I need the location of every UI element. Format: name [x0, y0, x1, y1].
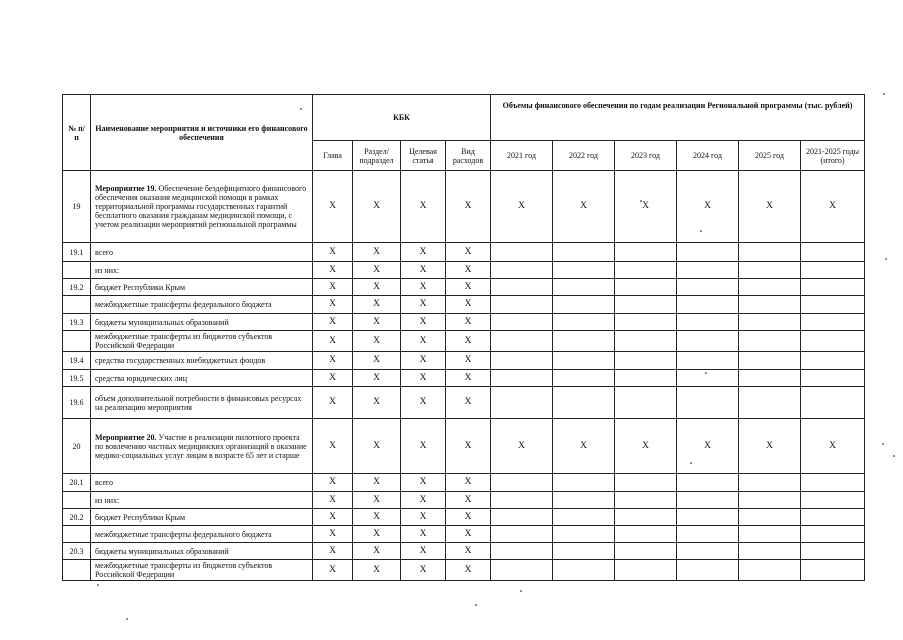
year-cell — [801, 509, 865, 526]
table-row — [63, 331, 865, 352]
year-cell — [801, 262, 865, 279]
scan-speck — [700, 230, 702, 232]
year-cell — [677, 543, 739, 560]
year-cell — [677, 387, 739, 419]
year-cell — [615, 352, 677, 370]
scan-speck — [475, 604, 477, 606]
year-cell — [677, 296, 739, 314]
row-name — [91, 492, 313, 509]
kbk-cell: X — [401, 560, 446, 581]
row-text: бюджеты муниципальных образований — [95, 317, 229, 327]
kbk-cell: X — [446, 279, 491, 296]
scan-speck — [893, 455, 895, 457]
year-cell — [553, 543, 615, 560]
year-cell — [615, 296, 677, 314]
row-number — [63, 296, 91, 314]
header-year-col: 2023 год — [615, 141, 677, 171]
year-cell — [801, 352, 865, 370]
year-cell — [491, 560, 553, 581]
year-cell — [739, 526, 801, 543]
row-number — [63, 492, 91, 509]
row-name — [91, 171, 313, 243]
year-cell — [491, 387, 553, 419]
table-row — [63, 509, 865, 526]
header-funding: Объемы финансового обеспечения по годам реализации Региональной программы (тыс. рублей) — [491, 95, 865, 141]
kbk-cell: X — [313, 314, 353, 331]
year-cell: X — [615, 171, 677, 243]
year-cell — [677, 526, 739, 543]
year-cell — [553, 314, 615, 331]
header-num: № п/п — [63, 95, 91, 171]
row-number: 20.3 — [63, 543, 91, 560]
row-name — [91, 526, 313, 543]
year-cell — [553, 526, 615, 543]
header-kbk: КБК — [313, 95, 491, 141]
kbk-cell: X — [313, 492, 353, 509]
year-cell — [739, 474, 801, 492]
kbk-cell: X — [446, 526, 491, 543]
kbk-cell: X — [401, 171, 446, 243]
row-number: 19.5 — [63, 370, 91, 387]
year-cell — [739, 296, 801, 314]
year-cell — [615, 243, 677, 262]
row-text: средства юридических лиц — [95, 373, 187, 383]
kbk-cell: X — [401, 387, 446, 419]
header-row-top — [63, 95, 865, 141]
header-kbk-col: Глава — [313, 141, 353, 171]
row-name — [91, 296, 313, 314]
year-cell — [801, 474, 865, 492]
year-cell — [801, 314, 865, 331]
kbk-cell: X — [313, 352, 353, 370]
year-cell — [553, 509, 615, 526]
kbk-cell: X — [313, 370, 353, 387]
kbk-cell: X — [401, 419, 446, 474]
kbk-cell: X — [446, 296, 491, 314]
kbk-cell: X — [401, 314, 446, 331]
row-text: межбюджетные трансферты из бюджетов субъектов Российской Федерации — [95, 561, 273, 579]
table-row — [63, 370, 865, 387]
scan-speck — [882, 443, 884, 445]
kbk-cell: X — [446, 331, 491, 352]
kbk-cell: X — [353, 243, 401, 262]
kbk-cell: X — [401, 474, 446, 492]
year-cell — [677, 370, 739, 387]
kbk-cell: X — [353, 262, 401, 279]
year-cell — [801, 331, 865, 352]
year-cell: X — [491, 419, 553, 474]
header-year-col: 2021-2025 годы (итого) — [801, 141, 865, 171]
year-cell: X — [739, 171, 801, 243]
year-cell — [491, 314, 553, 331]
scan-speck — [300, 108, 302, 110]
kbk-cell: X — [353, 314, 401, 331]
kbk-cell: X — [353, 526, 401, 543]
row-name — [91, 474, 313, 492]
row-text: межбюджетные трансферты федерального бюджета — [95, 529, 272, 539]
kbk-cell: X — [313, 543, 353, 560]
year-cell — [615, 526, 677, 543]
year-cell: X — [801, 419, 865, 474]
year-cell — [491, 526, 553, 543]
year-cell — [553, 279, 615, 296]
year-cell — [491, 492, 553, 509]
year-cell — [677, 474, 739, 492]
year-cell — [491, 352, 553, 370]
table-row — [63, 243, 865, 262]
row-text: всего — [95, 478, 114, 487]
year-cell — [615, 314, 677, 331]
kbk-cell: X — [401, 279, 446, 296]
kbk-cell: X — [446, 419, 491, 474]
kbk-cell: X — [353, 543, 401, 560]
year-cell: X — [553, 419, 615, 474]
year-cell — [739, 243, 801, 262]
kbk-cell: X — [353, 474, 401, 492]
scan-speck — [520, 590, 522, 592]
scan-speck — [640, 200, 642, 202]
row-text: Обеспечение бездефицитного финансового обеспечения оказания медицинской помощи в рамках территориальной программы государственных гарантий бесплатного оказания гражданам медицинской помощи, с учетом реализации мероприятий региональной программы — [95, 184, 307, 229]
table-row — [63, 419, 865, 474]
year-cell — [615, 509, 677, 526]
year-cell — [677, 314, 739, 331]
scan-speck — [705, 372, 707, 374]
row-text: межбюджетные трансферты из бюджетов субъектов Российской Федерации — [95, 332, 273, 350]
row-name — [91, 262, 313, 279]
year-cell — [801, 370, 865, 387]
year-cell — [739, 314, 801, 331]
kbk-cell: X — [446, 474, 491, 492]
header-kbk-col: Раздел/ подраздел — [353, 141, 401, 171]
kbk-cell: X — [353, 509, 401, 526]
year-cell — [615, 279, 677, 296]
year-cell — [615, 387, 677, 419]
kbk-cell: X — [313, 387, 353, 419]
table-row — [63, 387, 865, 419]
row-text: средства государственных внебюджетных фондов — [95, 356, 266, 365]
row-name — [91, 370, 313, 387]
year-cell — [801, 279, 865, 296]
table-row — [63, 474, 865, 492]
year-cell — [739, 560, 801, 581]
kbk-cell: X — [353, 370, 401, 387]
year-cell — [801, 526, 865, 543]
row-name — [91, 419, 313, 474]
year-cell — [553, 370, 615, 387]
scan-speck — [126, 618, 128, 620]
year-cell — [553, 243, 615, 262]
table-row — [63, 279, 865, 296]
year-cell — [801, 492, 865, 509]
year-cell — [739, 492, 801, 509]
year-cell — [739, 387, 801, 419]
year-cell — [677, 279, 739, 296]
kbk-cell: X — [313, 526, 353, 543]
kbk-cell: X — [353, 279, 401, 296]
kbk-cell: X — [401, 492, 446, 509]
kbk-cell: X — [446, 243, 491, 262]
row-number: 19.3 — [63, 314, 91, 331]
kbk-cell: X — [446, 352, 491, 370]
year-cell — [739, 331, 801, 352]
kbk-cell: X — [401, 543, 446, 560]
year-cell — [553, 262, 615, 279]
kbk-cell: X — [353, 560, 401, 581]
scan-speck — [690, 462, 692, 464]
table-row — [63, 296, 865, 314]
kbk-cell: X — [313, 509, 353, 526]
kbk-cell: X — [313, 171, 353, 243]
year-cell — [553, 474, 615, 492]
year-cell — [677, 243, 739, 262]
year-cell: X — [615, 419, 677, 474]
kbk-cell: X — [401, 296, 446, 314]
year-cell — [615, 543, 677, 560]
year-cell — [677, 509, 739, 526]
row-name — [91, 560, 313, 581]
kbk-cell: X — [446, 560, 491, 581]
row-number: 19.1 — [63, 243, 91, 262]
kbk-cell: X — [353, 296, 401, 314]
row-name — [91, 543, 313, 560]
year-cell — [739, 352, 801, 370]
kbk-cell: X — [446, 314, 491, 331]
year-cell — [491, 474, 553, 492]
year-cell — [615, 370, 677, 387]
year-cell — [553, 387, 615, 419]
row-name — [91, 509, 313, 526]
header-year-col: 2025 год — [739, 141, 801, 171]
kbk-cell: X — [353, 419, 401, 474]
table-row — [63, 526, 865, 543]
header-kbk-col: Целевая статья — [401, 141, 446, 171]
row-number — [63, 526, 91, 543]
row-text: бюджет Республики Крым — [95, 282, 186, 292]
funding-table — [62, 94, 865, 581]
table-row — [63, 352, 865, 370]
kbk-cell: X — [446, 543, 491, 560]
kbk-cell: X — [446, 492, 491, 509]
table-row — [63, 262, 865, 279]
year-cell — [615, 492, 677, 509]
header-year-col: 2022 год — [553, 141, 615, 171]
row-number: 20.2 — [63, 509, 91, 526]
header-kbk-col: Вид расходов — [446, 141, 491, 171]
year-cell: X — [739, 419, 801, 474]
kbk-cell: X — [401, 370, 446, 387]
kbk-cell: X — [353, 171, 401, 243]
year-cell — [739, 262, 801, 279]
activity-title: Мероприятие 20. — [95, 432, 157, 442]
kbk-cell: X — [446, 387, 491, 419]
year-cell — [553, 296, 615, 314]
kbk-cell: X — [313, 331, 353, 352]
year-cell: X — [677, 419, 739, 474]
row-text: межбюджетные трансферты федерального бюджета — [95, 300, 272, 309]
kbk-cell: X — [353, 331, 401, 352]
row-text: бюджет Республики Крым — [95, 512, 186, 522]
row-text: из них: — [95, 265, 120, 275]
row-name — [91, 279, 313, 296]
year-cell — [615, 474, 677, 492]
kbk-cell: X — [313, 279, 353, 296]
kbk-cell: X — [313, 243, 353, 262]
kbk-cell: X — [446, 171, 491, 243]
kbk-cell: X — [313, 560, 353, 581]
year-cell — [801, 560, 865, 581]
table-row — [63, 543, 865, 560]
year-cell — [553, 560, 615, 581]
kbk-cell: X — [401, 331, 446, 352]
kbk-cell: X — [401, 352, 446, 370]
year-cell — [491, 243, 553, 262]
row-text: из них: — [95, 495, 120, 505]
kbk-cell: X — [401, 526, 446, 543]
kbk-cell: X — [401, 262, 446, 279]
year-cell — [491, 279, 553, 296]
year-cell: X — [553, 171, 615, 243]
header-name: Наименование мероприятия и источники его финансового обеспечения — [91, 95, 313, 171]
kbk-cell: X — [353, 492, 401, 509]
row-text: всего — [95, 247, 114, 257]
header-year-col: 2024 год — [677, 141, 739, 171]
row-number: 19.6 — [63, 387, 91, 419]
table-row — [63, 492, 865, 509]
row-name — [91, 352, 313, 370]
year-cell — [739, 279, 801, 296]
year-cell — [739, 543, 801, 560]
scan-speck — [885, 258, 887, 260]
kbk-cell: X — [353, 352, 401, 370]
table-row — [63, 560, 865, 581]
row-name — [91, 331, 313, 352]
row-number — [63, 262, 91, 279]
header-year-col: 2021 год — [491, 141, 553, 171]
kbk-cell: X — [401, 509, 446, 526]
year-cell — [677, 262, 739, 279]
year-cell — [553, 331, 615, 352]
kbk-cell: X — [313, 419, 353, 474]
kbk-cell: X — [353, 387, 401, 419]
row-number — [63, 560, 91, 581]
kbk-cell: X — [313, 296, 353, 314]
year-cell — [491, 370, 553, 387]
row-name — [91, 387, 313, 419]
year-cell — [677, 352, 739, 370]
year-cell — [801, 243, 865, 262]
scan-speck — [97, 584, 99, 586]
year-cell — [491, 543, 553, 560]
kbk-cell: X — [446, 509, 491, 526]
year-cell — [801, 543, 865, 560]
row-number — [63, 331, 91, 352]
kbk-cell: X — [401, 243, 446, 262]
row-text: объем дополнительной потребности в финансовых ресурсах на реализацию мероприятия — [95, 393, 302, 412]
year-cell — [553, 492, 615, 509]
row-number: 19.2 — [63, 279, 91, 296]
year-cell — [739, 370, 801, 387]
kbk-cell: X — [446, 262, 491, 279]
year-cell — [553, 352, 615, 370]
year-cell — [491, 296, 553, 314]
scan-speck — [883, 93, 885, 95]
year-cell — [615, 262, 677, 279]
year-cell — [677, 331, 739, 352]
year-cell — [801, 387, 865, 419]
year-cell — [801, 296, 865, 314]
year-cell — [491, 331, 553, 352]
row-number: 20 — [63, 419, 91, 474]
year-cell — [615, 331, 677, 352]
table-row — [63, 171, 865, 243]
kbk-cell: X — [446, 370, 491, 387]
row-name — [91, 243, 313, 262]
year-cell — [677, 492, 739, 509]
kbk-cell: X — [313, 262, 353, 279]
year-cell: X — [801, 171, 865, 243]
year-cell — [491, 262, 553, 279]
row-number: 19 — [63, 171, 91, 243]
row-number: 20.1 — [63, 474, 91, 492]
row-text: бюджеты муниципальных образований — [95, 546, 229, 556]
row-text: Участие в реализации пилотного проекта по вовлечению частных медицинских организаций в оказание медико-социальных услуг лицам в возрасте 65 лет и старше — [95, 432, 307, 460]
year-cell: X — [491, 171, 553, 243]
year-cell — [491, 509, 553, 526]
kbk-cell: X — [313, 474, 353, 492]
activity-title: Мероприятие 19. — [95, 184, 157, 193]
table-body — [63, 171, 865, 581]
row-number: 19.4 — [63, 352, 91, 370]
table-row — [63, 314, 865, 331]
year-cell: X — [677, 171, 739, 243]
year-cell — [615, 560, 677, 581]
year-cell — [739, 509, 801, 526]
row-name — [91, 314, 313, 331]
year-cell — [677, 560, 739, 581]
